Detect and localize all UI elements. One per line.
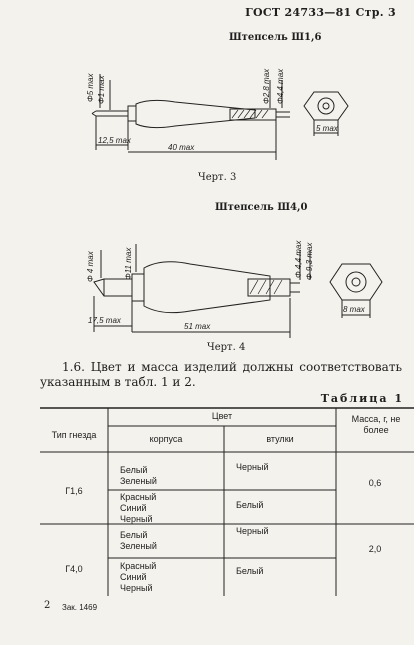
table-header-type: Тип гнезда	[51, 430, 97, 440]
table-row-1-body-1: Белый	[120, 465, 148, 475]
fig1-dim-sleeve-1: Φ2,8 max	[262, 68, 271, 104]
table-row-1-sleeve-1: Черный	[236, 462, 269, 472]
fig2-dim-tip: Φ 4 max	[86, 251, 95, 282]
figure-2-caption: Черт. 4	[207, 342, 246, 353]
paragraph-1-6: 1.6. Цвет и масса изделий должны соответствовать указанным в табл. 1 и 2.	[40, 360, 402, 389]
table-row-2-sleeve-2: Белый	[236, 566, 264, 576]
fig2-dim-sleeve-1: Φ 4,4 max	[294, 240, 303, 278]
table-row-2-body-3: Красный	[120, 561, 157, 571]
table-header-color: Цвет	[211, 411, 233, 421]
table-row-1-body-4: Синий	[120, 503, 147, 513]
page-header: ГОСТ 24733—81 Стр. 3	[245, 6, 396, 19]
figure-2-title: Штепсель Ш4,0	[215, 202, 308, 213]
page-number: 2	[44, 600, 51, 611]
fig1-dim-tip-length: 12,5 max	[98, 136, 131, 145]
table-row-2-mass: 2,0	[368, 544, 382, 554]
table-row-1-mass: 0,6	[368, 478, 382, 488]
fig1-dim-tip: Φ1 max	[97, 75, 106, 104]
table-row-2-body-2: Зеленый	[120, 541, 157, 551]
fig2-dim-sleeve-2: Φ 9,3 max	[305, 242, 314, 280]
fig2-dim-body: Φ11 max	[124, 247, 133, 280]
table-row-1-body-5: Черный	[120, 514, 153, 524]
table-row-2-sleeve-1: Черный	[236, 526, 269, 536]
fig2-dim-hex: 8 max	[343, 305, 365, 314]
figure-1-caption: Черт. 3	[198, 172, 237, 183]
fig2-dim-total-length: 51 max	[184, 322, 211, 331]
fig1-dim-total-length: 40 max	[168, 143, 195, 152]
fig2-dim-tip-length: 17,5 max	[88, 316, 121, 325]
figure-1-title: Штепсель Ш1,6	[229, 32, 322, 43]
table-caption: Таблица 1	[320, 392, 404, 405]
table-header-body: корпуса	[149, 434, 183, 444]
table-header-mass: Масса, г, не более	[351, 414, 401, 435]
fig1-dim-hex: 5 max	[316, 124, 338, 133]
table-row-2-body-5: Черный	[120, 583, 153, 593]
table-row-1-sleeve-2: Белый	[236, 500, 264, 510]
fig1-dim-body: Φ5 max	[86, 73, 95, 102]
table-row-1-type: Г1,6	[65, 486, 83, 496]
table-header-sleeve: втулки	[266, 434, 294, 444]
fig1-dim-sleeve-2: Φ4,4 max	[276, 68, 285, 104]
table-row-1-body-2: Зеленый	[120, 476, 157, 486]
table-row-1-body-3: Красный	[120, 492, 157, 502]
table-row-2-body-1: Белый	[120, 530, 148, 540]
order-number: Зак. 1469	[62, 603, 98, 612]
table-row-2-body-4: Синий	[120, 572, 147, 582]
table-row-2-type: Г4,0	[65, 564, 83, 574]
